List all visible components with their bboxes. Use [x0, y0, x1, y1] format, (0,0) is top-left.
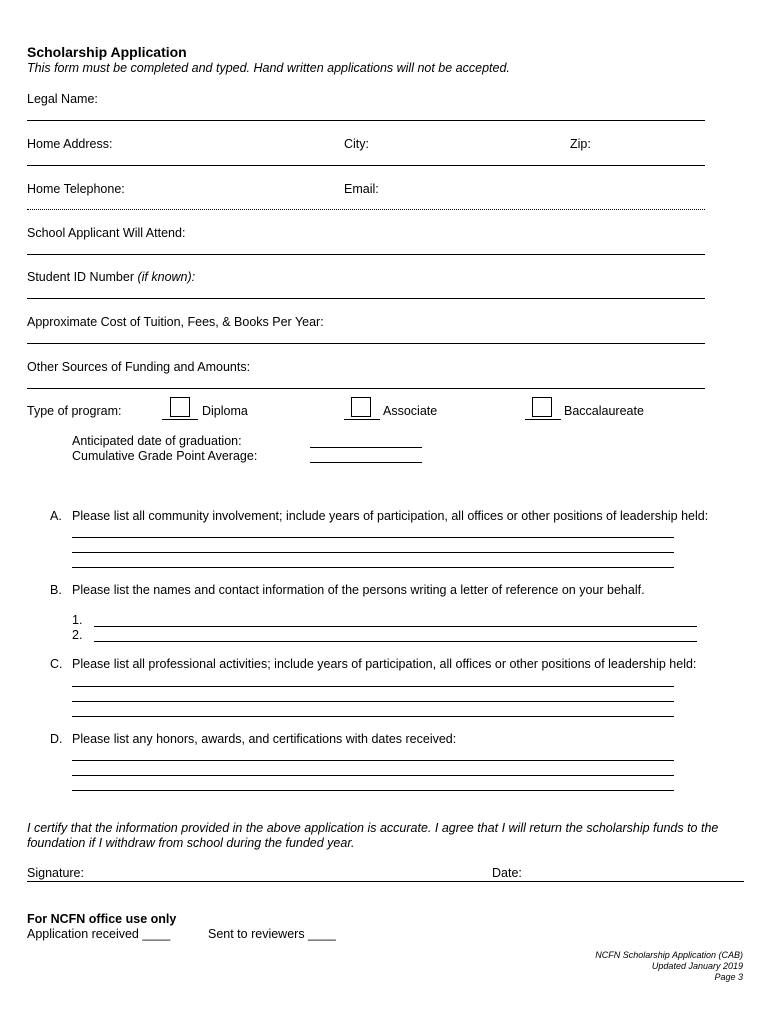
page-title: Scholarship Application: [27, 44, 187, 60]
question-d-line-1[interactable]: [72, 760, 674, 761]
address-line[interactable]: [27, 165, 705, 166]
reference-1-number: 1.: [72, 613, 83, 627]
associate-underline: [344, 419, 380, 420]
baccalaureate-underline: [525, 419, 561, 420]
question-b-text: Please list the names and contact information of the persons writing a letter of reference on your behalf.: [72, 583, 645, 597]
question-a-line-2[interactable]: [72, 552, 674, 553]
question-b-letter: B.: [50, 583, 62, 597]
date-label: Date:: [492, 866, 522, 880]
student-id-text: Student ID Number: [27, 270, 134, 284]
page-footer: [595, 950, 743, 983]
telephone-email-line[interactable]: [27, 209, 705, 210]
sent-to-reviewers: Sent to reviewers ____: [208, 927, 336, 941]
baccalaureate-label: Baccalaureate: [564, 404, 644, 418]
school-line[interactable]: [27, 254, 705, 255]
question-c-line-1[interactable]: [72, 686, 674, 687]
signature-label: Signature:: [27, 866, 84, 880]
diploma-underline: [162, 419, 198, 420]
reference-2-line[interactable]: [94, 641, 697, 642]
funding-label: Other Sources of Funding and Amounts:: [27, 360, 251, 374]
gpa-label: Cumulative Grade Point Average:: [72, 449, 258, 463]
question-c-line-2[interactable]: [72, 701, 674, 702]
certification-statement: I certify that the information provided in the above application is accurate. I agree that I will return the scholarship funds to the foundation if I withdraw from school during the funded year.: [27, 821, 719, 850]
cost-label: Approximate Cost of Tuition, Fees, & Books Per Year:: [27, 315, 324, 329]
student-id-line[interactable]: [27, 298, 705, 299]
city-label: City:: [344, 137, 369, 151]
question-c-text: Please list all professional activities; include years of participation, all offices or other positions of leadership held:: [72, 657, 697, 671]
question-a-letter: A.: [50, 509, 62, 523]
school-label: School Applicant Will Attend:: [27, 226, 186, 240]
question-c-line-3[interactable]: [72, 716, 674, 717]
associate-label: Associate: [383, 404, 438, 418]
question-d-letter: D.: [50, 732, 63, 746]
form-instructions: This form must be completed and typed. Hand written applications will not be accepted.: [27, 61, 510, 75]
footer-page-number: Page 3: [714, 972, 743, 982]
funding-line[interactable]: [27, 388, 705, 389]
diploma-checkbox[interactable]: [170, 397, 190, 417]
graduation-date-line[interactable]: [310, 447, 422, 448]
graduation-date-label: Anticipated date of graduation:: [72, 434, 242, 448]
question-d-line-2[interactable]: [72, 775, 674, 776]
baccalaureate-checkbox[interactable]: [532, 397, 552, 417]
program-type-label: Type of program:: [27, 404, 122, 418]
reference-2-number: 2.: [72, 628, 83, 642]
student-id-note: (if known):: [137, 270, 196, 284]
legal-name-line[interactable]: [27, 120, 705, 121]
question-c-letter: C.: [50, 657, 63, 671]
home-address-label: Home Address:: [27, 137, 113, 151]
question-a-text: Please list all community involvement; include years of participation, all offices or other positions of leadership held:: [72, 509, 709, 523]
office-use-title: For NCFN office use only: [27, 912, 177, 926]
email-label: Email:: [344, 182, 379, 196]
associate-checkbox[interactable]: [351, 397, 371, 417]
question-a-line-3[interactable]: [72, 567, 674, 568]
signature-line[interactable]: [27, 881, 744, 882]
application-received: Application received ____: [27, 927, 171, 941]
cost-line[interactable]: [27, 343, 705, 344]
question-d-text: Please list any honors, awards, and certifications with dates received:: [72, 732, 457, 746]
zip-label: Zip:: [570, 137, 591, 151]
footer-form-name: NCFN Scholarship Application (CAB): [595, 950, 743, 960]
student-id-label: [27, 270, 195, 284]
legal-name-label: Legal Name:: [27, 92, 98, 106]
footer-updated: Updated January 2019: [651, 961, 743, 971]
question-a-line-1[interactable]: [72, 537, 674, 538]
diploma-label: Diploma: [202, 404, 248, 418]
question-d-line-3[interactable]: [72, 790, 674, 791]
reference-1-line[interactable]: [94, 626, 697, 627]
gpa-line[interactable]: [310, 462, 422, 463]
home-telephone-label: Home Telephone:: [27, 182, 125, 196]
